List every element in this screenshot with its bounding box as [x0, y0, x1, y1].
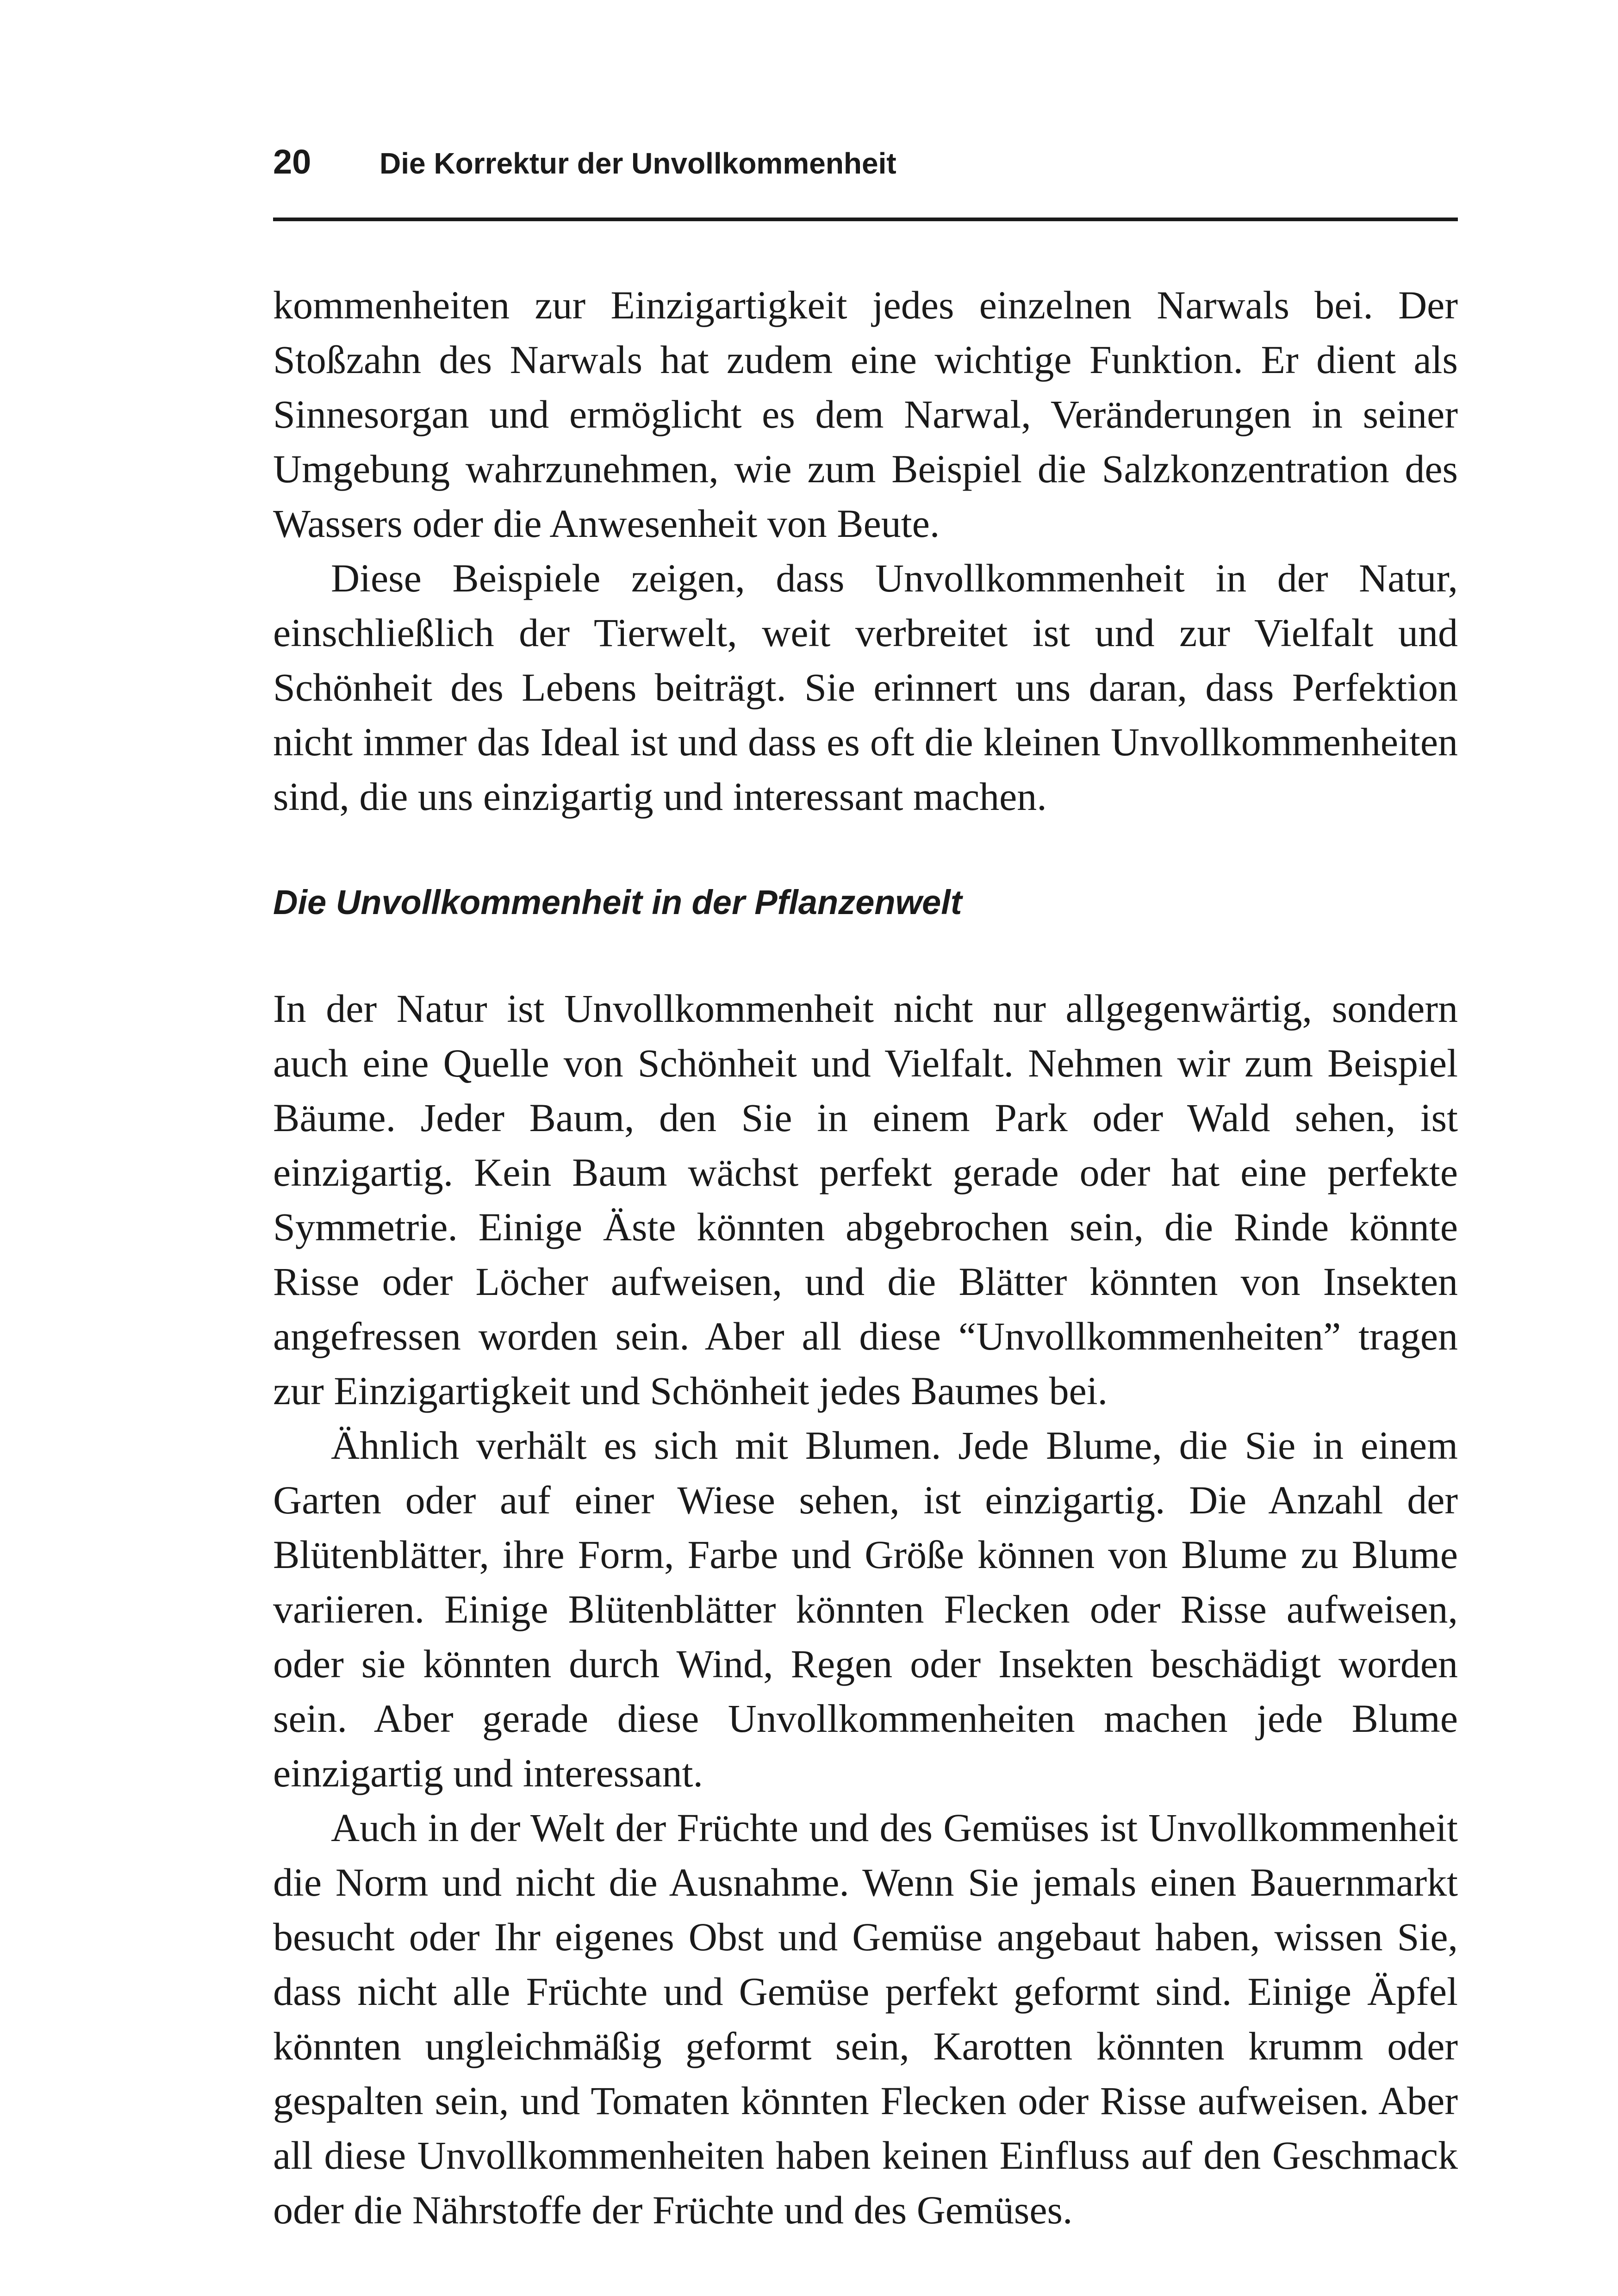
running-head: [273, 139, 1458, 185]
paragraph: Ähnlich verhält es sich mit Blumen. Jede Blume, die Sie in einem Garten oder auf einer Wiese sehen, ist einzigartig. Die Anzahl der Blütenblätter, ihre Form, Farbe und Größe können von Blume zu Blume variieren. Einige Blütenblätter könnten Flecken oder Risse aufweisen, oder sie könnten durch Wind, Regen oder Insekten beschädigt worden sein. Aber gerade diese Unvollkommenheiten machen jede Blume einzigartig und interessant.: [273, 1423, 1458, 1795]
page-number: 20: [273, 143, 311, 181]
paragraph: Diese Beispiele zeigen, dass Unvollkommenheit in der Natur, einschließlich der Tierwelt, weit verbreitet ist und zur Vielfalt und Schönheit des Lebens beiträgt. Sie erinnert uns daran, dass Perfektion nicht immer das Ideal ist und dass es oft die kleinen Unvollkommenheiten sind, die uns einzigartig und interessant machen.: [273, 556, 1458, 819]
header-rule: [273, 218, 1458, 221]
text-block-narwal: [273, 278, 1458, 824]
running-title: Die Korrektur der Unvollkommenheit: [380, 147, 896, 180]
section-heading: Die Unvollkommenheit in der Pflanzenwelt: [273, 883, 962, 921]
text-block-plants: [273, 981, 1458, 2237]
paragraph: Auch in der Welt der Früchte und des Gemüses ist Unvollkommenheit die Norm und nicht die Ausnahme. Wenn Sie jemals einen Bauernmarkt besucht oder Ihr eigenes Obst und Gemüse angebaut haben, wissen Sie, dass nicht alle Früchte und Gemüse perfekt geformt sind. Einige Äpfel könnten ungleichmäßig geformt sein, Karotten könnten krumm oder gespalten sein, und Tomaten könnten Flecken oder Risse aufweisen. Aber all diese Unvollkommenheiten haben keinen Einfluss auf den Geschmack oder die Nährstoffe der Früchte und des Gemüses.: [273, 1805, 1458, 2232]
paragraph: kommenheiten zur Einzigartigkeit jedes einzelnen Narwals bei. Der Stoßzahn des Narwals hat zudem eine wichtige Funktion. Er dient als Sinnesorgan und ermöglicht es dem Narwal, Veränderungen in seiner Umgebung wahrzunehmen, wie zum Beispiel die Salzkonzentration des Wassers oder die Anwesenheit von Beute.: [273, 283, 1458, 546]
paragraph: In der Natur ist Unvollkommenheit nicht nur allgegenwärtig, sondern auch eine Quelle von Schönheit und Vielfalt. Nehmen wir zum Beispiel Bäume. Jeder Baum, den Sie in einem Park oder Wald sehen, ist einzigartig. Kein Baum wächst perfekt gerade oder hat eine perfekte Symmetrie. Einige Äste könnten abgebrochen sein, die Rinde könnte Risse oder Löcher aufweisen, und die Blätter könnten von Insekten angefressen worden sein. Aber all diese “Unvollkommenheiten” tragen zur Einzigartigkeit und Schönheit jedes Baumes bei.: [273, 986, 1458, 1413]
